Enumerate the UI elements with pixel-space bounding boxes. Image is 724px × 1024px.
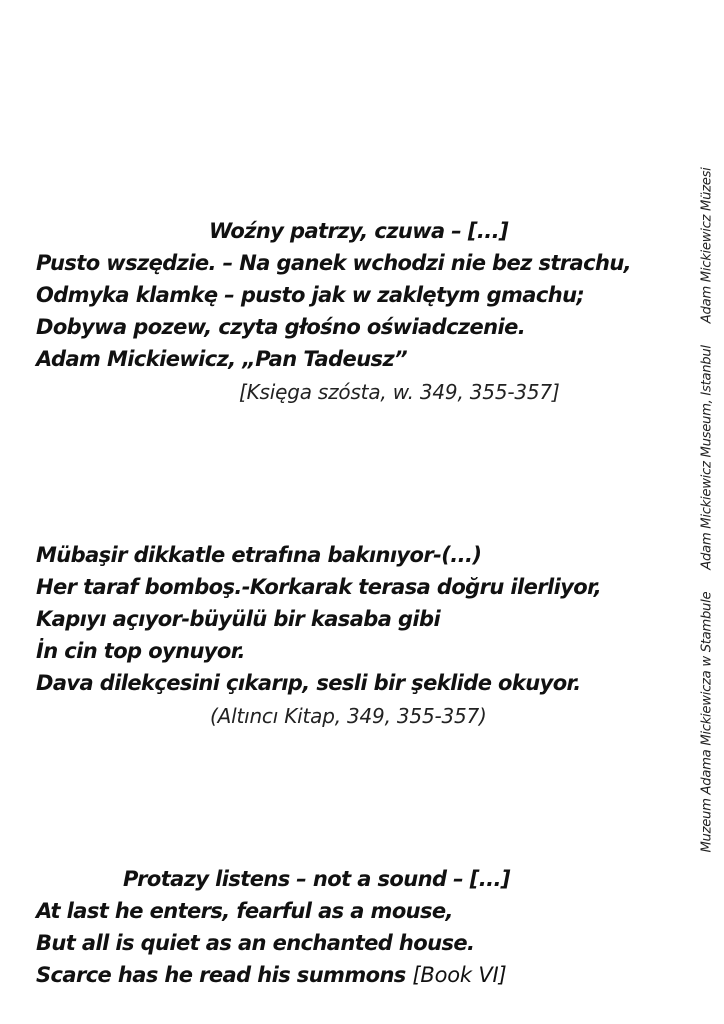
- english-line-3: But all is quiet as an enchanted house.: [36, 931, 475, 955]
- turkish-reference: (Altıncı Kitap, 349, 355-357): [210, 704, 487, 728]
- english-line-4: [36, 965, 507, 986]
- english-line-4-text: Scarce has he read his summons: [36, 963, 406, 987]
- turkish-line-1: Mübaşir dikkatle etrafına bakınıyor-(...): [36, 543, 482, 567]
- polish-line-2: Pusto wszędzie. – Na ganek wchodzi nie bez strachu,: [36, 251, 632, 275]
- english-line-1: Protazy listens – not a sound – [...]: [123, 867, 510, 891]
- museum-caption-turkish: Adam Mickiewicz Müzesi: [699, 167, 715, 324]
- museum-caption-polish: Muzeum Adama Mickiewicza w Stambule: [699, 591, 715, 853]
- turkish-line-5: Dava dilekçesini çıkarıp, sesli bir şeklide okuyor.: [36, 671, 581, 695]
- polish-line-4: Dobywa pozew, czyta głośno oświadczenie.: [36, 315, 526, 339]
- polish-reference: [Księga szósta, w. 349, 355-357]: [239, 380, 560, 404]
- english-line-2: At last he enters, fearful as a mouse,: [36, 899, 453, 923]
- turkish-line-4: İn cin top oynuyor.: [36, 639, 245, 663]
- polish-line-1: Woźny patrzy, czuwa – [...]: [209, 219, 509, 243]
- museum-caption-english: Adam Mickiewicz Museum, Istanbul: [699, 345, 715, 570]
- polish-line-3: Odmyka klamkę – pusto jak w zaklętym gmachu;: [36, 283, 585, 307]
- turkish-line-2: Her taraf bomboş.-Korkarak terasa doğru ilerliyor,: [36, 575, 602, 599]
- turkish-line-3: Kapıyı açıyor-büyülü bir kasaba gibi: [36, 607, 441, 631]
- english-reference: [Book VI]: [412, 963, 507, 987]
- polish-attribution: Adam Mickiewicz, „Pan Tadeusz”: [36, 347, 407, 371]
- museum-caption: [700, 80, 713, 940]
